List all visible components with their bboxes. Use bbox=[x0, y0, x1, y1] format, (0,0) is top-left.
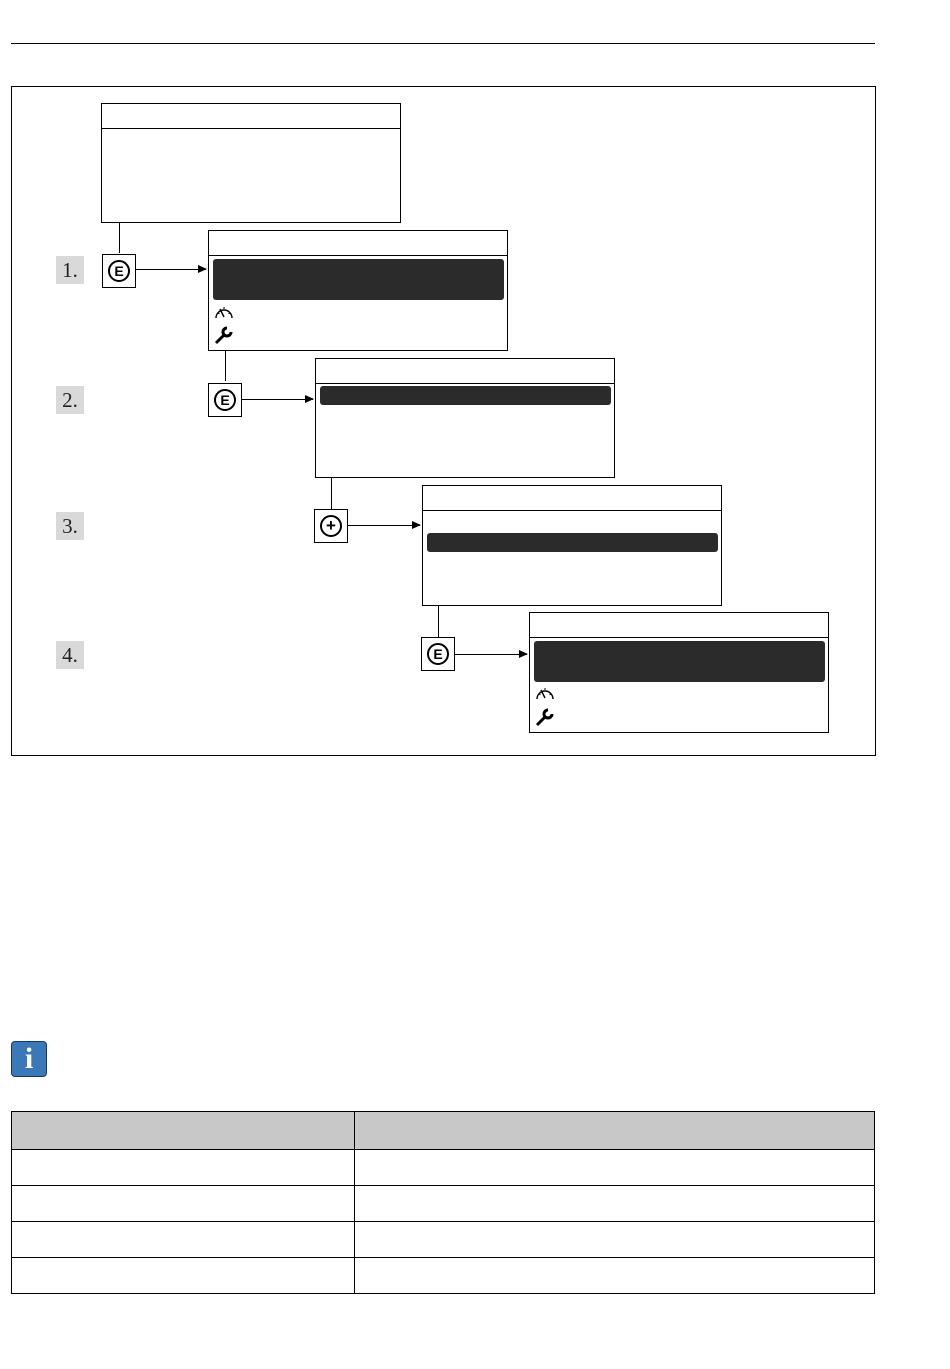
connector-line bbox=[225, 351, 226, 381]
plus-key-button[interactable] bbox=[314, 509, 348, 543]
step-label-3: 3. bbox=[56, 512, 84, 540]
table-cell bbox=[12, 1222, 355, 1258]
step-label-4: 4. bbox=[56, 641, 84, 669]
wrench-icon bbox=[214, 325, 234, 345]
table-cell bbox=[355, 1186, 875, 1222]
selected-menu-item bbox=[213, 259, 504, 300]
display-screen-home bbox=[101, 103, 401, 223]
screen-title-bar bbox=[209, 231, 507, 256]
connector-line bbox=[331, 478, 332, 509]
screen-title-bar bbox=[423, 486, 721, 511]
table-header-row bbox=[12, 1112, 875, 1150]
table-row bbox=[12, 1186, 875, 1222]
table-cell bbox=[355, 1150, 875, 1186]
enter-key-button[interactable] bbox=[421, 637, 455, 671]
enter-key-icon: E bbox=[214, 389, 236, 411]
table-header-cell bbox=[355, 1112, 875, 1150]
selected-menu-item bbox=[320, 386, 611, 405]
step-label-1: 1. bbox=[56, 256, 84, 284]
table-cell bbox=[12, 1186, 355, 1222]
selected-menu-item bbox=[427, 533, 718, 552]
table-row bbox=[12, 1222, 875, 1258]
table-row bbox=[12, 1150, 875, 1186]
table-cell bbox=[12, 1258, 355, 1294]
info-glyph: i bbox=[24, 1042, 34, 1075]
step-label-2: 2. bbox=[56, 386, 84, 414]
plus-key-icon: + bbox=[320, 515, 342, 537]
table-cell bbox=[355, 1258, 875, 1294]
connector-line bbox=[119, 223, 120, 253]
arrow-right bbox=[136, 269, 206, 270]
wrench-icon bbox=[535, 707, 555, 727]
parameter-table bbox=[11, 1111, 875, 1294]
arrow-right bbox=[455, 654, 527, 655]
enter-key-button[interactable] bbox=[208, 383, 242, 417]
connector-line bbox=[438, 606, 439, 637]
arrow-right bbox=[242, 399, 313, 400]
enter-key-icon: E bbox=[108, 260, 130, 282]
gauge-icon bbox=[535, 684, 555, 704]
screen-title-bar bbox=[102, 104, 400, 129]
enter-key-icon: E bbox=[427, 643, 449, 665]
table-cell bbox=[12, 1150, 355, 1186]
screen-title-bar bbox=[530, 613, 828, 638]
info-icon bbox=[11, 1041, 47, 1077]
display-screen-main-menu-return bbox=[529, 612, 829, 733]
table-row bbox=[12, 1258, 875, 1294]
table-header-cell bbox=[12, 1112, 355, 1150]
screen-title-bar bbox=[316, 359, 614, 384]
enter-key-button[interactable] bbox=[102, 254, 136, 288]
display-screen-submenu-next bbox=[422, 485, 722, 606]
display-screen-main-menu bbox=[208, 230, 508, 351]
display-screen-submenu bbox=[315, 358, 615, 478]
selected-menu-item bbox=[534, 641, 825, 682]
table-cell bbox=[355, 1222, 875, 1258]
header-rule bbox=[11, 43, 875, 44]
arrow-right bbox=[348, 525, 420, 526]
gauge-icon bbox=[214, 303, 234, 323]
